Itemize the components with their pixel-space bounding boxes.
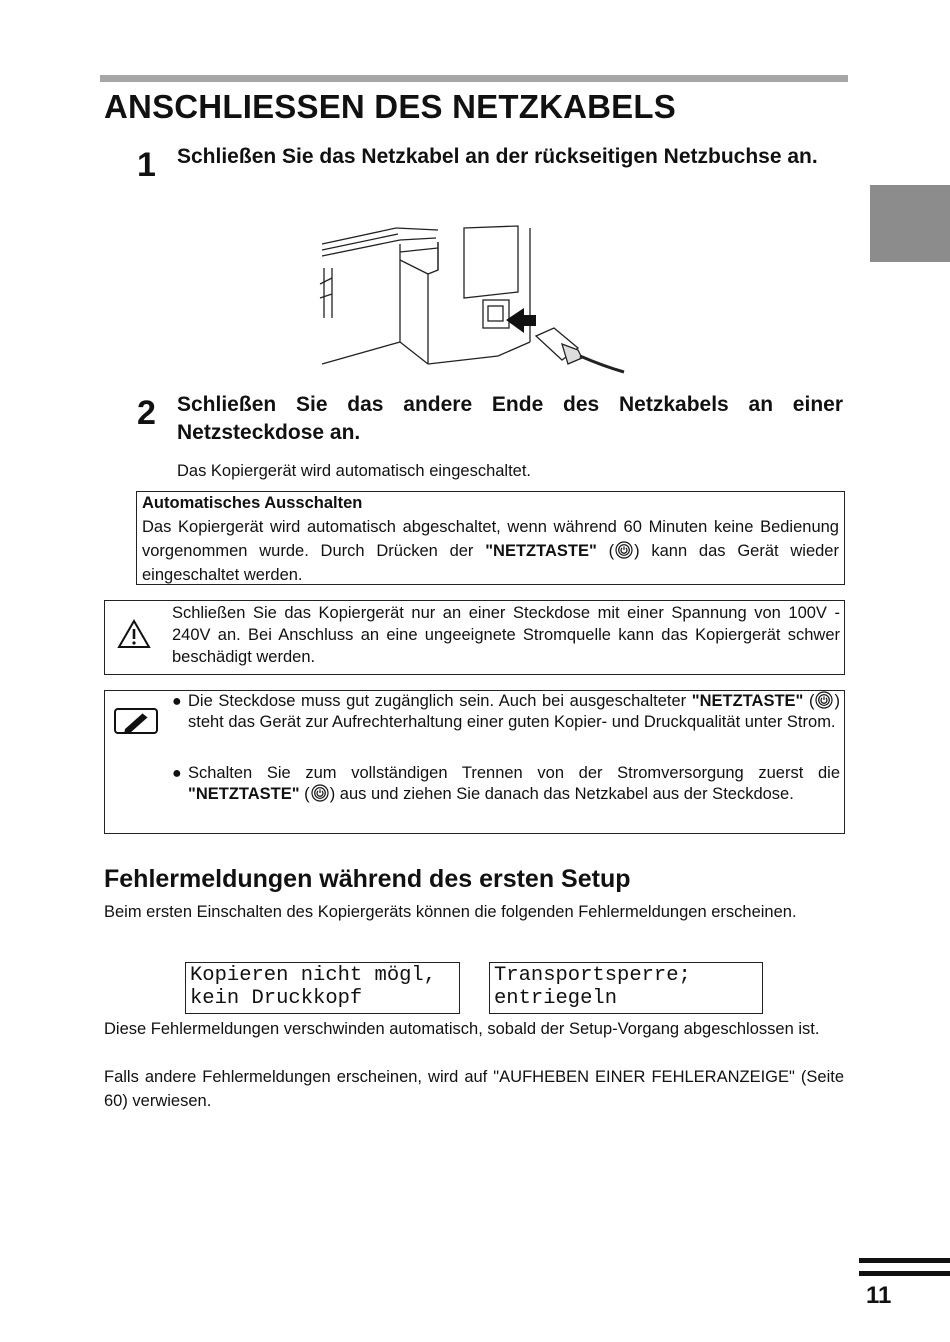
errors-after-1: Diese Fehlermeldungen verschwinden automatisch, sobald der Setup-Vorgang abgeschlossen ist. [104, 1020, 820, 1038]
lcd-message-2-line-1: Transportsperre; [494, 964, 691, 987]
power-button-icon [311, 784, 329, 802]
chapter-tab [870, 185, 950, 262]
lcd-message-1-line-2: kein Druckkopf [190, 987, 363, 1010]
lcd-message-2 [489, 962, 763, 1014]
warning-text: Schließen Sie das Kopiergerät nur an einer Steckdose mit einer Spannung von 100V - 240V an. Bei Anschluss an eine ungeeignete Stromquelle kann das Kopiergerät schwer beschädigt werden. [172, 604, 840, 666]
note-item-2: ● Schalten Sie zum vollständigen Trennen von der Stromversorgung zuerst die "NETZTASTE" ( ) aus und ziehen Sie danach das Netzkabel aus der Steckdose. [172, 764, 840, 803]
step-2-number: 2 [137, 394, 156, 432]
power-button-icon [815, 691, 833, 709]
lcd-message-2-line-2: entriegeln [494, 987, 618, 1010]
footer-rule-1 [859, 1258, 950, 1263]
note-item-1: ● Die Steckdose muss gut zugänglich sein. Auch bei ausgeschalteter "NETZTASTE" ( ) steht das Gerät zur Aufrechterhaltung einer guten Kopier- und Druckqualität unter Strom. [172, 692, 840, 731]
power-cable-illustration [318, 222, 630, 378]
step-1-text: Schließen Sie das Netzkabel an der rückseitigen Netzbuchse an. [177, 145, 818, 168]
note-pencil-icon [113, 707, 159, 735]
bullet-icon: ● [172, 765, 182, 782]
top-rule [100, 75, 848, 82]
page-number: 11 [866, 1282, 892, 1309]
auto-off-text: Das Kopiergerät wird automatisch abgeschaltet, wenn während 60 Minuten keine Bedienung vorgenommen wurde. Durch Drücken der "NETZTASTE" ( ) kann das Gerät wieder eingeschaltet werden. [142, 518, 839, 584]
power-button-icon [615, 541, 633, 559]
lcd-message-1-line-1: Kopieren nicht mögl, [190, 964, 437, 987]
errors-intro: Beim ersten Einschalten des Kopiergeräts können die folgenden Fehlermeldungen erscheinen. [104, 903, 797, 921]
bullet-icon: ● [172, 693, 182, 710]
errors-heading: Fehlermeldungen während des ersten Setup [104, 865, 631, 893]
auto-off-heading: Automatisches Ausschalten [142, 494, 363, 512]
lcd-message-1 [185, 962, 460, 1014]
errors-after-2: Falls andere Fehlermeldungen erscheinen, wird auf "AUFHEBEN EINER FEHLERANZEIGE" (Seite 60) verwiesen. [104, 1068, 844, 1110]
page-title: ANSCHLIESSEN DES NETZKABELS [104, 88, 676, 125]
step-1-number: 1 [137, 146, 156, 184]
footer-rule-2 [859, 1271, 950, 1276]
warning-triangle-icon [117, 619, 151, 649]
step-2-info: Das Kopiergerät wird automatisch eingeschaltet. [177, 462, 532, 480]
step-2-text: Schließen Sie das andere Ende des Netzkabels an einer Netzsteckdose an. [177, 393, 843, 444]
